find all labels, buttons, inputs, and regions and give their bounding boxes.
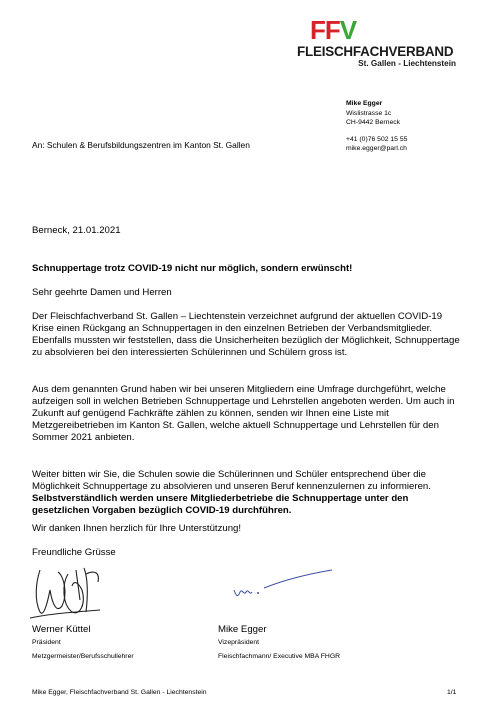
page-number: 1/1 — [447, 689, 457, 696]
signatory-name: Werner Küttel — [32, 624, 91, 635]
signatory-2 — [218, 624, 340, 662]
sender-email: mike.egger@parl.ch — [346, 145, 407, 152]
signature-werner-kuettel — [28, 560, 108, 622]
paragraph-text: Wir danken Ihnen herzlich für Ihre Unterstützung! — [32, 523, 242, 534]
paragraph-1 — [32, 311, 460, 359]
paragraph-text: Der Fleischfachverband St. Gallen – Liechtenstein verzeichnet aufgrund der aktuellen COVID-19 Krise einen Rückgang an Schnuppertagen in den einzelnen Betrieben der Verbandsmitglieder. Ebenfalls mussten wir feststellen, dass die Unsicherheiten bezüglich der Möglichkeit, Schnuppertage zu absolvieren bei den interessierten Schülerinnen und Schülern gross ist. — [32, 311, 460, 359]
logo-letter-f2: F — [324, 15, 340, 45]
recipient-line: An: Schulen & Berufsbildungszentren im Kanton St. Gallen — [32, 140, 250, 150]
subject-line: Schnuppertage trotz COVID-19 nicht nur möglich, sondern erwünscht! — [32, 263, 353, 274]
signatory-title: Metzgermeister/Berufsschullehrer — [32, 653, 134, 660]
logo-name: FLEISCHFACHVERBAND — [297, 44, 454, 59]
signature-mike-egger — [228, 566, 338, 606]
signatory-name: Mike Egger — [218, 624, 267, 635]
logo-subtitle: St. Gallen - Liechtenstein — [358, 59, 456, 68]
signatory-title: Fleischfachmann/ Executive MBA FHGR — [218, 653, 341, 660]
date-line: Berneck, 21.01.2021 — [32, 225, 121, 236]
paragraph-text: Aus dem genannten Grund haben wir bei unseren Mitgliedern eine Umfrage durchgeführt, welche aufzeigen soll in welchen Betrieben Schnuppertage und Lehrstellen angeboten werden. Um auch in Zukunft auf genügend Fachkräfte zählen zu können, senden wir Ihnen eine Liste mit Metzgereibetrieben im Kanton St. Gallen, welche aktuell Schnuppertage und Lehrstellen für den Sommer 2021 anbieten. — [32, 384, 455, 444]
sender-block — [346, 99, 407, 154]
closing: Freundliche Grüsse — [32, 547, 116, 558]
paragraph-4 — [32, 523, 460, 535]
sender-name: Mike Egger — [346, 100, 383, 107]
signatory-role: Vizepräsident — [218, 639, 260, 646]
sender-street: Wislistrasse 1c — [346, 109, 392, 117]
logo-letter-f1: F — [310, 15, 325, 45]
paragraph-2 — [32, 384, 460, 444]
paragraph-bold-text: Selbstverständlich werden unsere Mitgliederbetriebe die Schnuppertage unter den gesetzlichen Vorgaben bezüglich COVID-19 durchführen. — [32, 493, 409, 517]
signatory-1 — [32, 624, 134, 662]
sender-city: CH-9442 Berneck — [346, 119, 401, 126]
sender-phone: +41 (0)76 502 15 55 — [346, 135, 408, 143]
logo-letter-v: V — [339, 15, 357, 45]
signatory-role: Präsident — [32, 639, 61, 646]
paragraph-3 — [32, 469, 460, 517]
footer-text: Mike Egger, Fleischfachverband St. Gallen - Liechtenstein — [32, 689, 207, 696]
ffv-logo — [292, 15, 464, 70]
paragraph-text: Weiter bitten wir Sie, die Schulen sowie die Schülerinnen und Schüler entsprechend über die Möglichkeit Schnuppertage zu absolvieren und unseren Beruf kennenzulernen zu informieren. — [32, 469, 431, 493]
salutation: Sehr geehrte Damen und Herren — [32, 287, 172, 298]
logo-letters — [310, 16, 356, 44]
